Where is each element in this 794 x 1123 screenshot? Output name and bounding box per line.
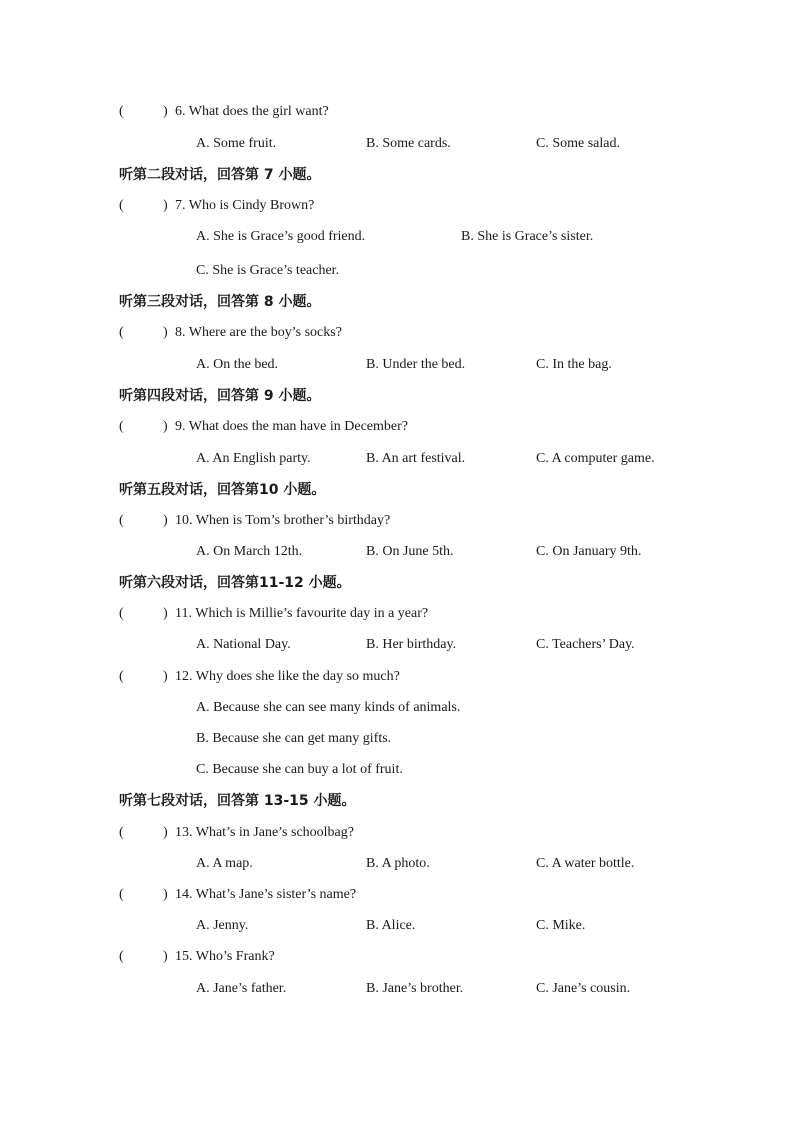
answer-blank-close: ) (163, 606, 168, 621)
option-b: B. Because she can get many gifts. (196, 731, 392, 746)
option-a: A. Because she can see many kinds of animals. (196, 700, 461, 715)
option-c: C. In the bag. (536, 357, 612, 372)
question-13 (0, 822, 794, 844)
question-text: 7. Who is Cindy Brown? (175, 198, 315, 213)
option-c: C. Because she can buy a lot of fruit. (196, 762, 403, 777)
option-c: C. Jane’s cousin. (536, 981, 631, 996)
question-11 (0, 603, 794, 625)
answer-blank-open: ( (119, 949, 124, 964)
option-a: A. Jenny. (196, 918, 249, 933)
options-14 (0, 915, 794, 937)
option-b: B. A photo. (366, 856, 430, 871)
question-text: 11. Which is Millie’s favourite day in a year? (175, 606, 429, 621)
option-a: A. National Day. (196, 637, 291, 652)
option-a: A. She is Grace’s good friend. (196, 229, 366, 244)
option-c: C. A computer game. (536, 451, 655, 466)
question-14 (0, 884, 794, 906)
answer-blank-open: ( (119, 825, 124, 840)
options-13 (0, 853, 794, 875)
option-b: B. Alice. (366, 918, 416, 933)
answer-blank-close: ) (163, 325, 168, 340)
option-c: C. Mike. (536, 918, 586, 933)
answer-blank-close: ) (163, 949, 168, 964)
option-a: A. Jane’s father. (196, 981, 287, 996)
answer-blank-open: ( (119, 419, 124, 434)
option-a: A. Some fruit. (196, 136, 277, 151)
section-heading-3: 听第三段对话，回答第 8 小题。 (119, 294, 321, 310)
options-11 (0, 634, 794, 656)
question-text: 8. Where are the boy’s socks? (175, 325, 342, 340)
option-b: B. An art festival. (366, 451, 466, 466)
option-b: B. Jane’s brother. (366, 981, 464, 996)
answer-blank-open: ( (119, 887, 124, 902)
options-7-row2 (0, 260, 794, 282)
option-c: C. Teachers’ Day. (536, 637, 635, 652)
options-12-c (0, 759, 794, 781)
option-c: C. She is Grace’s teacher. (196, 263, 340, 278)
option-b: B. Her birthday. (366, 637, 457, 652)
answer-blank-open: ( (119, 513, 124, 528)
option-a: A. On March 12th. (196, 544, 303, 559)
option-c: C. Some salad. (536, 136, 620, 151)
section-heading-2: 听第二段对话，回答第 7 小题。 (119, 167, 321, 183)
question-6 (0, 101, 794, 123)
answer-blank-open: ( (119, 198, 124, 213)
options-12-a (0, 697, 794, 719)
question-text: 9. What does the man have in December? (175, 419, 408, 434)
answer-blank-open: ( (119, 325, 124, 340)
options-12-b (0, 728, 794, 750)
option-b: B. Under the bed. (366, 357, 466, 372)
question-text: 14. What’s Jane’s sister’s name? (175, 887, 357, 902)
answer-blank-close: ) (163, 104, 168, 119)
option-b: B. On June 5th. (366, 544, 454, 559)
option-a: A. An English party. (196, 451, 311, 466)
question-12 (0, 666, 794, 688)
question-7 (0, 195, 794, 217)
question-text: 13. What’s in Jane’s schoolbag? (175, 825, 354, 840)
question-9 (0, 416, 794, 438)
answer-blank-close: ) (163, 669, 168, 684)
options-6 (0, 133, 794, 155)
answer-blank-open: ( (119, 104, 124, 119)
question-15 (0, 946, 794, 968)
answer-blank-open: ( (119, 669, 124, 684)
question-text: 10. When is Tom’s brother’s birthday? (175, 513, 391, 528)
option-b: B. She is Grace’s sister. (461, 229, 594, 244)
answer-blank-close: ) (163, 513, 168, 528)
options-10 (0, 541, 794, 563)
question-10 (0, 510, 794, 532)
question-text: 12. Why does she like the day so much? (175, 669, 400, 684)
options-15 (0, 978, 794, 1000)
section-heading-6: 听第六段对话，回答第11-12 小题。 (119, 575, 351, 591)
section-heading-4: 听第四段对话，回答第 9 小题。 (119, 388, 321, 404)
section-heading-5: 听第五段对话，回答第10 小题。 (119, 482, 326, 498)
answer-blank-close: ) (163, 825, 168, 840)
section-heading-7: 听第七段对话，回答第 13-15 小题。 (119, 793, 356, 809)
question-8 (0, 322, 794, 344)
question-text: 6. What does the girl want? (175, 104, 329, 119)
answer-blank-close: ) (163, 887, 168, 902)
option-b: B. Some cards. (366, 136, 451, 151)
question-text: 15. Who’s Frank? (175, 949, 275, 964)
option-c: C. On January 9th. (536, 544, 642, 559)
options-9 (0, 448, 794, 470)
option-a: A. On the bed. (196, 357, 279, 372)
option-a: A. A map. (196, 856, 253, 871)
answer-blank-open: ( (119, 606, 124, 621)
option-c: C. A water bottle. (536, 856, 635, 871)
answer-blank-close: ) (163, 198, 168, 213)
options-8 (0, 354, 794, 376)
answer-blank-close: ) (163, 419, 168, 434)
options-7-row1 (0, 226, 794, 248)
